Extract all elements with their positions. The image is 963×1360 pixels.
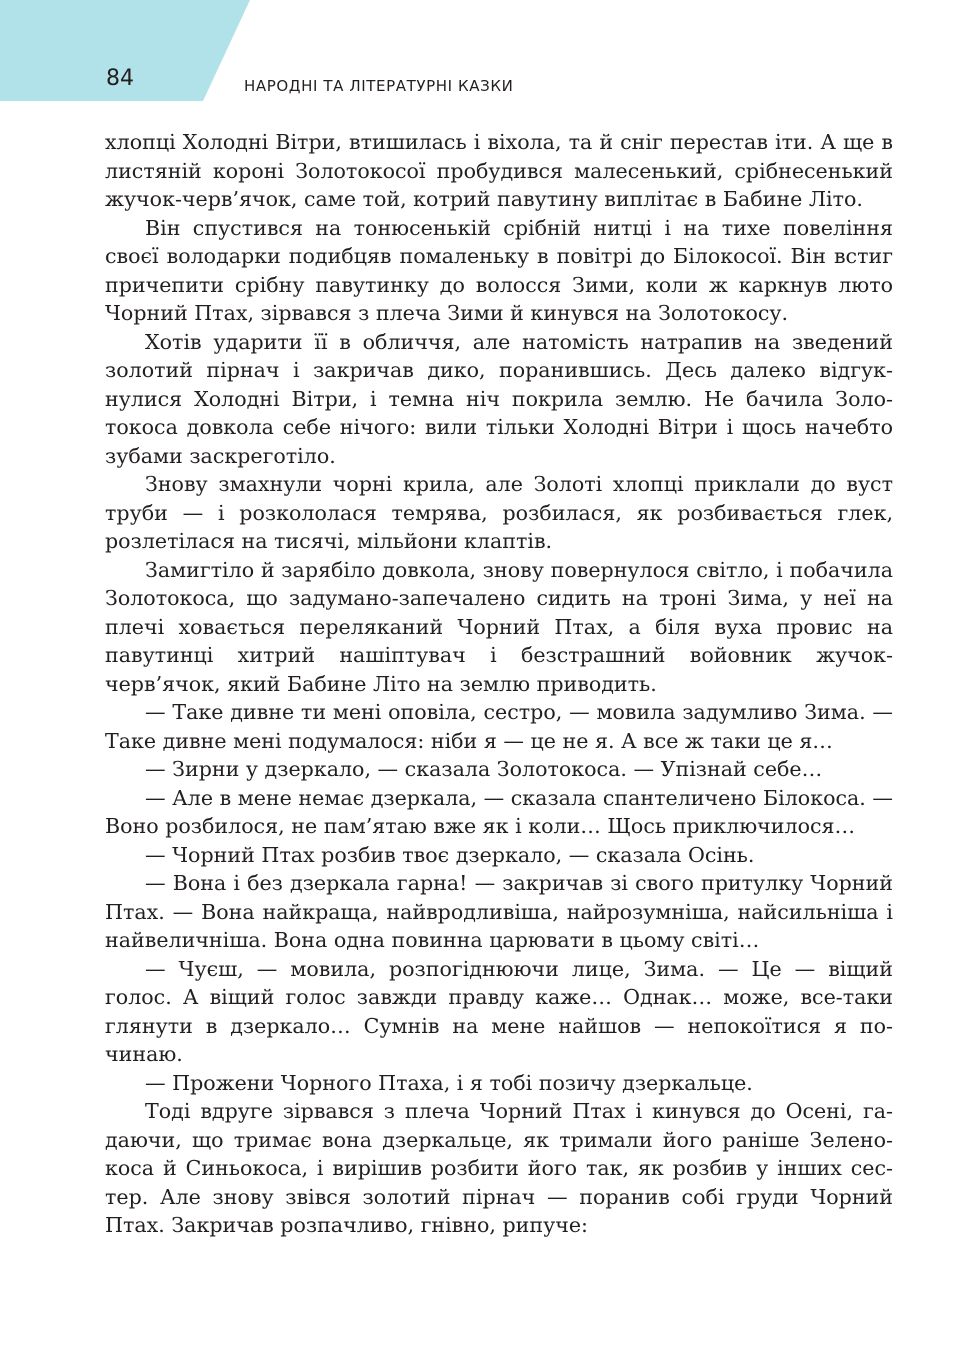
paragraph: Тоді вдруге зірвався з плеча Чорний Птах і кинувся до Осені, гадаючи, що тримає вона дзеркальце, як тримали його раніше Зеленокоса й Синьокоса, і вирішив розбити його так, як розбив у інших сестер. Але знову звівся золотий пірнач — поранив собі груди Чорний Птах. Закричав розпачливо, гнівно, рипуче:: [105, 1099, 893, 1237]
paragraph: Він спустився на тонюсенькій срібній нитці і на тихе повеління своєї володарки подибцяв помаленьку в повітрі до Білокосої. Він встиг причепити срібну павутинку до волосся Зими, коли ж каркнув люто Чорний Птах, зірвався з плеча Зими й кинувся на Золотокосу.: [105, 215, 893, 325]
paragraph: Хотів ударити її в обличчя, але натомість натрапив на зведений золотий пірнач і закричав дико, поранившись. Десь далеко відгукнулися Холодні Вітри, і темна ніч покрила землю. Не бачила Золотокоса довкола себе нічого: вили тільки Холодні Вітри і щось начебто зубами заскреготіло.: [105, 329, 893, 468]
dialogue-paragraph: — Таке дивне ти мені оповіла, сестро, — мовила задумливо Зима. — Таке дивне мені подумалося: ніби я — це не я. А все ж таки це я…: [105, 700, 893, 753]
dialogue-paragraph: — Зирни у дзеркало, — сказала Золотокоса. — Упізнай себе…: [145, 757, 823, 781]
paragraph: хлопці Холодні Вітри, втишилась і віхола, та й сніг перестав іти. А ще в листяній короні Золотокосої пробудився малесенький, срібнесенький жучок-черв’ячок, саме той, котрий павутину виплітає в Бабине Літо.: [105, 130, 893, 211]
dialogue-paragraph: — Чуєш, — мовила, розпогіднюючи лице, Зима. — Це — віщий голос. А віщий голос завжди правду каже… Однак… може, все-таки глянути в дзеркало… Сумнів на мене найшов — непокоїтися я починаю.: [105, 956, 893, 1066]
paragraph: Замигтіло й зарябіло довкола, знову повернулося світло, і побачила Золотокоса, що задумано-запечалено сидить на троні Зима, у неї на плечі ховається переляканий Чорний Птах, а біля вуха провис на павутинці хитрий нашіптувач і безстрашний войовник жучок-черв’ячок, який Бабине Літо на землю приводить.: [105, 557, 893, 696]
paragraph: Знову змахнули чорні крила, але Золоті хлопці приклали до вуст труби — і розкололася темрява, розбилася, як розбивається глек, розлетілася на тисячі, мільйони клаптів.: [105, 472, 893, 553]
dialogue-paragraph: — Але в мене немає дзеркала, — сказала спантеличено Білокоса. — Воно розбилося, не пам’ятаю вже як і коли… Щось приключилося…: [105, 785, 893, 838]
story-text: [105, 128, 893, 1240]
page-number: 84: [106, 66, 134, 91]
dialogue-paragraph: — Чорний Птах розбив твоє дзеркало, — сказала Осінь.: [145, 842, 755, 867]
running-title: НАРОДНІ ТА ЛІТЕРАТУРНІ КАЗКИ: [244, 77, 514, 95]
dialogue-paragraph: — Вона і без дзеркала гарна! — закричав зі свого притулку Чорний Птах. — Вона найкраща, найвродливіша, найрозумніша, найсильніша і найвеличніша. Вона одна повинна царювати в цьому світі…: [105, 871, 893, 952]
dialogue-paragraph: — Прожени Чорного Птаха, і я тобі позичу дзеркальце.: [145, 1070, 753, 1095]
